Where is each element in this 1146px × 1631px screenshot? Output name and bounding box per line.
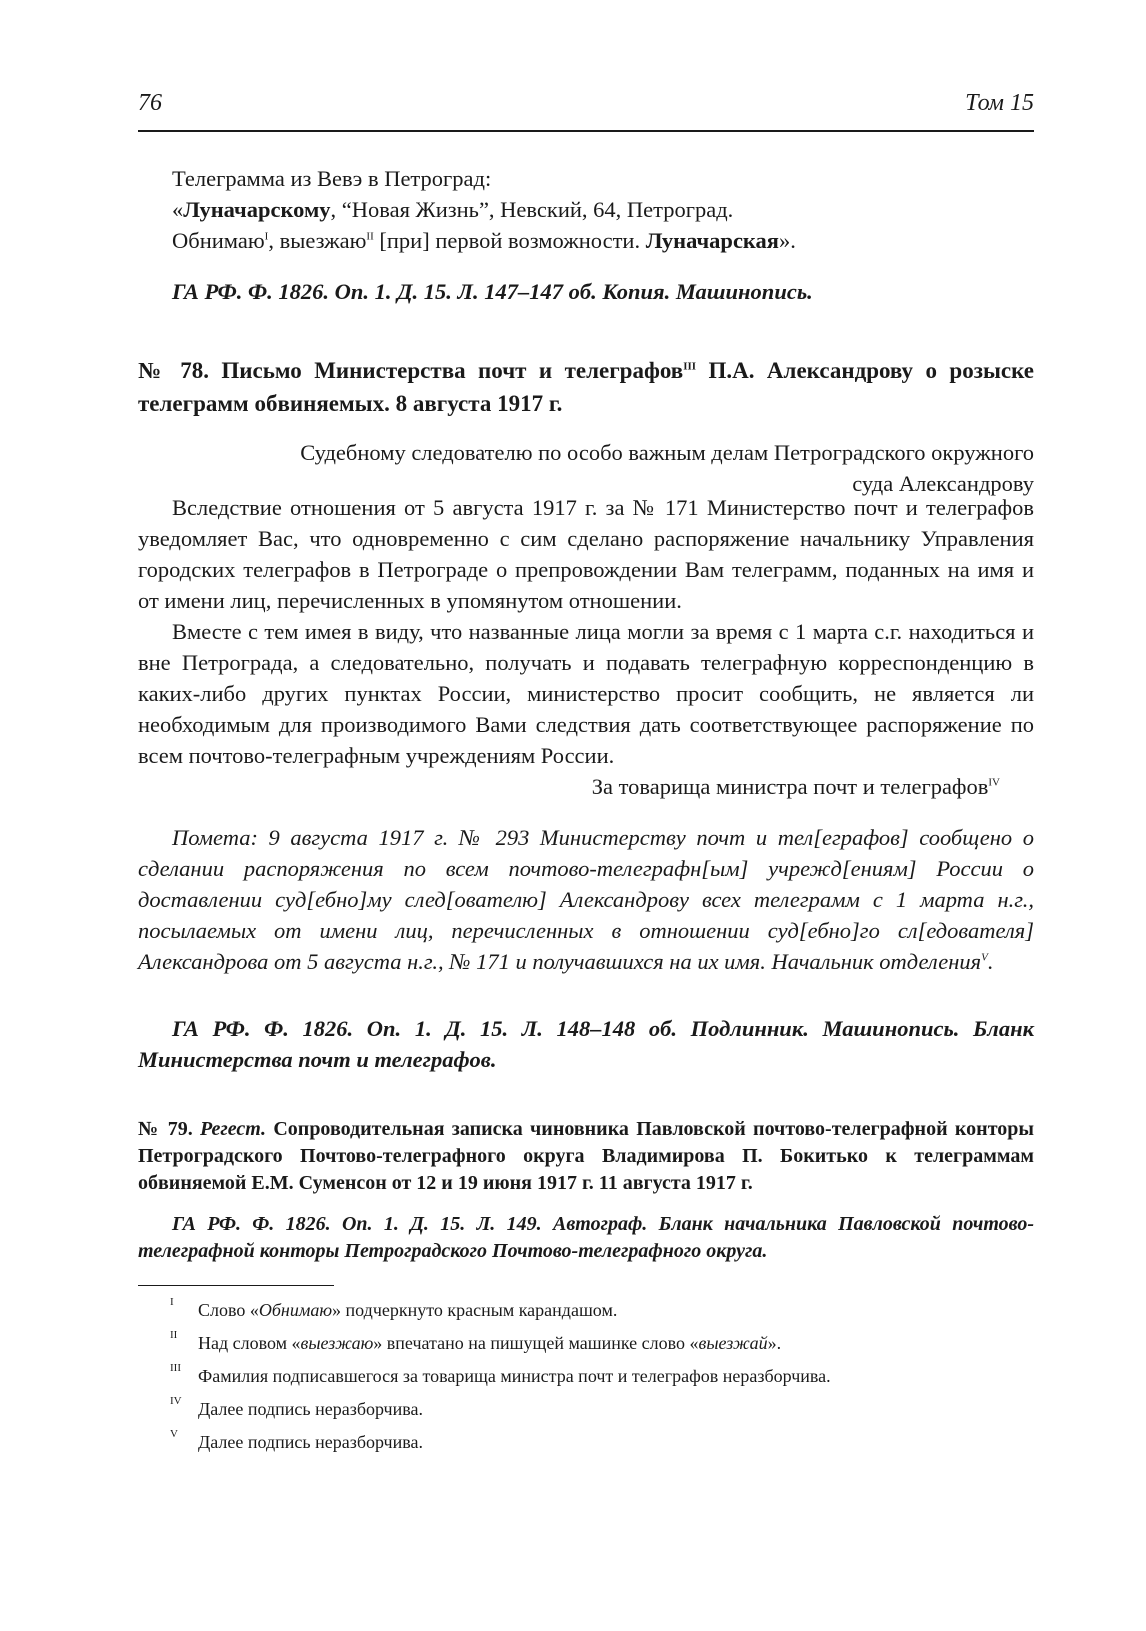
footnote-emphasis: выезжай xyxy=(698,1333,768,1353)
volume-label: Том 15 xyxy=(965,90,1034,116)
footnote-emphasis: Обнимаю xyxy=(258,1300,333,1320)
note-body: Помета: 9 августа 1917 г. № 293 Министерству почт и тел[еграфов] сообщено о сделании распоряжения по всем почтово-телеграфн[ым] учрежд[ениям] России о доставлении суд[ебно]му след[ователю] Александрову всех телеграмм с 1 марта н.г., посылаемых от имени лиц, перечисленных в отношении суд[ебно]го сл[едователя] Александрова от 5 августа н.г., № 171 и получавшихся на их имя. Начальник отделения xyxy=(138,825,1034,974)
source-77-text: ГА РФ. Ф. 1826. Оп. 1. Д. 15. Л. 147–147 об. Копия. Машинопись. xyxy=(172,279,813,304)
doc78-heading xyxy=(138,354,1034,420)
doc78-source-text: ГА РФ. Ф. 1826. Оп. 1. Д. 15. Л. 148–148 об. Подлинник. Машинопись. Бланк Министерства почт и телеграфов. xyxy=(138,1016,1034,1072)
telegram-line-3 xyxy=(172,225,1032,256)
doc78-paragraph-2: Вместе с тем имея в виду, что названные лица могли за время с 1 марта с.г. находиться и вне Петрограда, а следовательно, получать и подавать телеграфную корреспонденцию в каких-либо других пунктах России, министерство просит сообщить, не является ли необходимым для производимого Вами следствия дать соответствующее распоряжение по всем почтово-телеграфным учреждениям России. xyxy=(138,619,1034,768)
telegram-line-1: Телеграмма из Вевэ в Петроград: xyxy=(172,166,492,191)
footnote-text-part: ». xyxy=(767,1333,782,1353)
doc79-title: Сопроводительная записка чиновника Павловской почтово-телеграфной конторы Петроградского Почтово-телеграфного округа Владимирова П. Бокитько к телеграммам обвиняемой Е.М. Суменсон от 12 и 19 июня 1917 г. 11 августа 1917 г. xyxy=(138,1118,1034,1194)
footnote-ref-1: I xyxy=(264,230,269,243)
footnote-item xyxy=(138,1296,1034,1329)
footnote-ref-4: IV xyxy=(988,776,1000,789)
doc78-signature xyxy=(138,771,1034,802)
quote-open: « xyxy=(172,197,184,222)
doc78-source xyxy=(138,1013,1034,1075)
doc79-source xyxy=(138,1211,1034,1265)
doc79-heading xyxy=(138,1116,1034,1197)
footnote-text-part: » впечатано на пишущей машинке слово « xyxy=(373,1333,699,1353)
footnote-item xyxy=(138,1395,1034,1428)
footnote-divider xyxy=(138,1285,334,1286)
footnote-ref-2: II xyxy=(366,230,374,243)
sender-bold: Луначарская xyxy=(645,228,779,253)
doc78-heading-part2: П.А. Александрову о розыске телеграмм обвиняемых. 8 августа 1917 г. xyxy=(138,358,1035,416)
footnote-mark: V xyxy=(170,1428,178,1440)
doc78-heading-text xyxy=(138,354,1034,420)
signature-text: За товарища министра почт и телеграфов xyxy=(591,774,989,799)
footnote-item xyxy=(138,1329,1034,1362)
addressee-bold: Луначарскому xyxy=(183,197,331,222)
telegram-text-rest: [при] первой возможности. xyxy=(373,228,646,253)
footnote-text xyxy=(198,1300,617,1320)
doc78-paragraph-1: Вследствие отношения от 5 августа 1917 г. за № 171 Министерство почт и телеграфов уведомляет Вас, что одновременно с сим сделано распоряжение начальнику Управления городских телеграфов в Петрограде о препровождении Вам телеграмм, поданных на имя и от имени лиц, перечисленных в упомянутом отношении. xyxy=(138,495,1034,613)
footnote-ref-3: III xyxy=(683,360,697,373)
footnote-ref-5: V xyxy=(981,951,988,964)
footnote-text-part: Над словом « xyxy=(198,1333,301,1353)
footnotes xyxy=(138,1296,1034,1461)
footnote-mark: III xyxy=(170,1362,181,1374)
footnote-emphasis: выезжаю xyxy=(300,1333,374,1353)
footnote-mark: IV xyxy=(170,1395,182,1407)
quote-close: ». xyxy=(778,228,796,253)
page-header xyxy=(138,84,1034,132)
footnote-text: Фамилия подписавшегося за товарища министра почт и телеграфов неразборчива. xyxy=(198,1366,831,1386)
footnote-text-part: » подчеркнуто красным карандашом. xyxy=(332,1300,618,1320)
footnote-text: Далее подпись неразборчива. xyxy=(198,1432,423,1452)
addressee-line-1: Судебному следователю по особо важным делам Петроградского окружного xyxy=(300,440,1034,465)
doc78-note xyxy=(138,822,1034,977)
footnote-text-part: Слово « xyxy=(198,1300,259,1320)
doc78-body xyxy=(138,492,1034,802)
footnote-item xyxy=(138,1428,1034,1461)
doc78-addressee xyxy=(138,437,1034,499)
doc78-note-text xyxy=(138,822,1034,977)
page-number: 76 xyxy=(138,90,162,116)
footnote-mark: I xyxy=(170,1296,174,1308)
doc79-regest: Регест. xyxy=(200,1118,267,1140)
footnote-mark: II xyxy=(170,1329,178,1341)
telegram-address: , “Новая Жизнь”, Невский, 64, Петроград. xyxy=(330,197,734,222)
source-77 xyxy=(172,276,1032,307)
doc79-number: № 79. xyxy=(138,1118,200,1140)
footnote-text: Далее подпись неразборчива. xyxy=(198,1399,423,1419)
footnote-text xyxy=(198,1333,781,1353)
note-end: . xyxy=(987,949,994,974)
addressee-line-2: суда Александрову xyxy=(852,471,1034,496)
doc79-heading-text xyxy=(138,1116,1034,1197)
word-obnimayu: Обнимаю xyxy=(172,228,265,253)
doc78-heading-part1: № 78. Письмо Министерства почт и телеграфов xyxy=(138,358,684,383)
word-vyezzhayu: , выезжаю xyxy=(268,228,367,253)
telegram-text xyxy=(172,163,1032,256)
footnote-item xyxy=(138,1362,1034,1395)
telegram-line-2 xyxy=(172,194,1032,225)
doc79-source-text: ГА РФ. Ф. 1826. Оп. 1. Д. 15. Л. 149. Автограф. Бланк начальника Павловской почтово-телеграфной конторы Петроградского Почтово-телеграфного округа. xyxy=(138,1213,1034,1262)
